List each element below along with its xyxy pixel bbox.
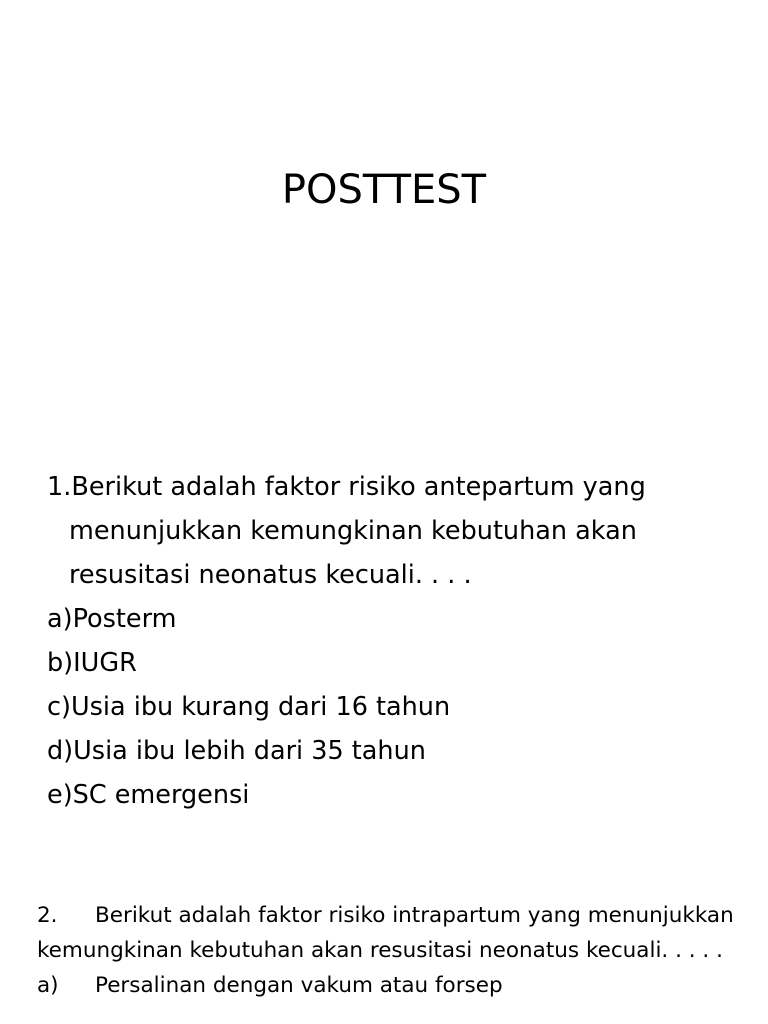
- question-2: [37, 898, 737, 1003]
- question-1-option-a: a)Posterm: [47, 604, 177, 634]
- page-title: POSTTEST: [281, 167, 487, 213]
- question-2-option-a: [37, 968, 737, 1003]
- question-2-option-a-letter: a): [37, 973, 59, 998]
- question-1-option-c: c)Usia ibu kurang dari 16 tahun: [47, 692, 451, 722]
- question-2-stem-block: [37, 898, 737, 968]
- question-2-number: 2.: [37, 903, 58, 928]
- question-2-option-a-text: Persalinan dengan vakum atau forsep: [95, 973, 503, 998]
- question-2-stem: Berikut adalah faktor risiko intrapartum yang menunjukkan kemungkinan kebutuhan akan resusitasi neonatus kecuali. . . . .: [37, 903, 734, 963]
- question-1-stem: 1.Berikut adalah faktor risiko antepartum yang menunjukkan kemungkinan kebutuhan akan resusitasi neonatus kecuali. . . .: [47, 472, 646, 590]
- question-1-option-d: d)Usia ibu lebih dari 35 tahun: [47, 736, 426, 766]
- question-1-option-b: b)IUGR: [47, 648, 137, 678]
- question-1-option-e: e)SC emergensi: [47, 780, 250, 810]
- question-1: [47, 465, 727, 817]
